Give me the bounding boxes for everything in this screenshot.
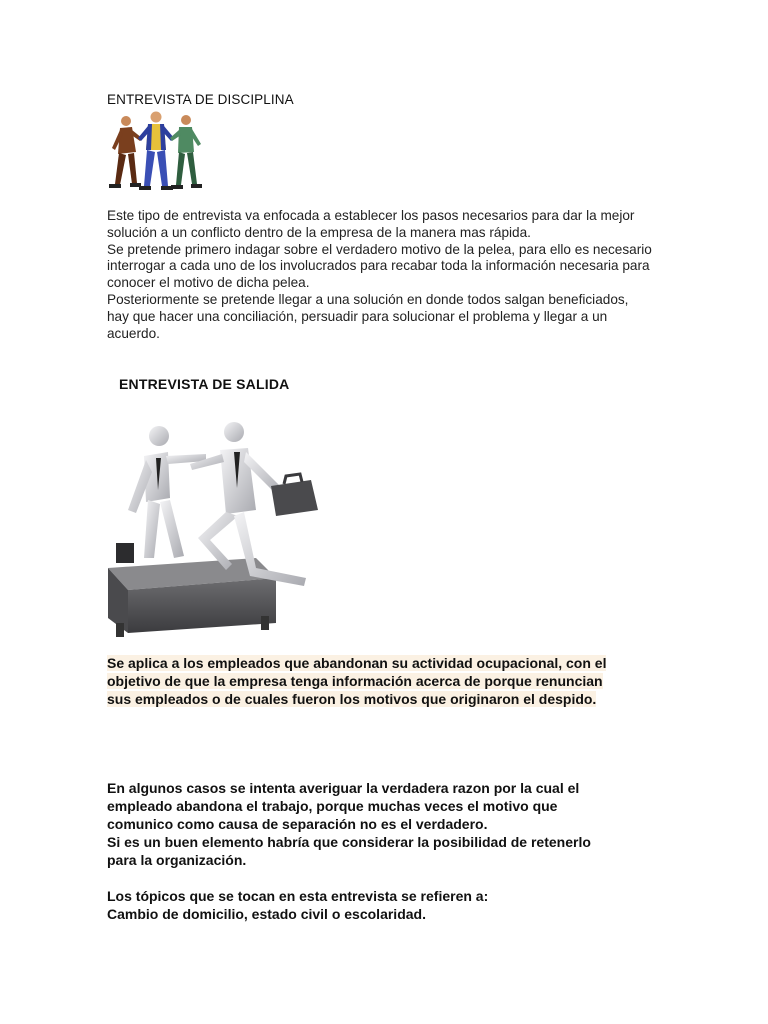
employee-leaving-office-3d-illustration bbox=[106, 418, 321, 643]
text-line: sus empleados o de cuales fueron los motivos que originaron el despido. bbox=[107, 691, 597, 707]
text-line: Posteriormente se pretende llegar a una solución en donde todos salgan beneficiados, bbox=[107, 291, 629, 307]
text-line: Se aplica a los empleados que abandonan su actividad ocupacional, con el bbox=[107, 655, 607, 671]
text-line: hay que hacer una conciliación, persuadir para solucionar el problema y llegar a un bbox=[107, 308, 608, 324]
text-line: interrogar a cada uno de los involucrados para recabar toda la información necesaria para bbox=[107, 258, 650, 274]
text-line: comunico como causa de separación no es el verdadero. bbox=[107, 816, 488, 832]
salida-highlight-paragraph bbox=[107, 654, 606, 708]
disciplina-paragraph bbox=[107, 208, 667, 342]
text-line: Este tipo de entrevista va enfocada a establecer los pasos necesarios para dar la mejor bbox=[107, 208, 635, 223]
text-line: Si es un buen elemento habría que considerar la posibilidad de retenerlo bbox=[107, 834, 591, 850]
text-line: Cambio de domicilio, estado civil o escolaridad. bbox=[107, 906, 426, 922]
salida-paragraph bbox=[107, 779, 591, 869]
three-people-arguing-illustration bbox=[106, 108, 206, 194]
text-line: solución a un conflicto dentro de la empresa de la manera mas rápida. bbox=[107, 224, 531, 240]
text-line: Los tópicos que se tocan en esta entrevista se refieren a: bbox=[107, 888, 489, 904]
text-line: Se pretende primero indagar sobre el verdadero motivo de la pelea, para ello es necesario bbox=[107, 241, 652, 257]
topics-paragraph bbox=[107, 887, 488, 923]
text-line: objetivo de que la empresa tenga información acerca de porque renuncian bbox=[107, 673, 603, 689]
text-line: acuerdo. bbox=[107, 325, 160, 341]
section-title-salida: ENTREVISTA DE SALIDA bbox=[119, 376, 290, 392]
text-line: para la organización. bbox=[107, 852, 247, 868]
text-line: conocer el motivo de dicha pelea. bbox=[107, 275, 310, 291]
section-title-disciplina: ENTREVISTA DE DISCIPLINA bbox=[107, 92, 294, 107]
text-line: En algunos casos se intenta averiguar la verdadera razon por la cual el bbox=[107, 780, 580, 796]
text-line: empleado abandona el trabajo, porque muchas veces el motivo que bbox=[107, 798, 558, 814]
